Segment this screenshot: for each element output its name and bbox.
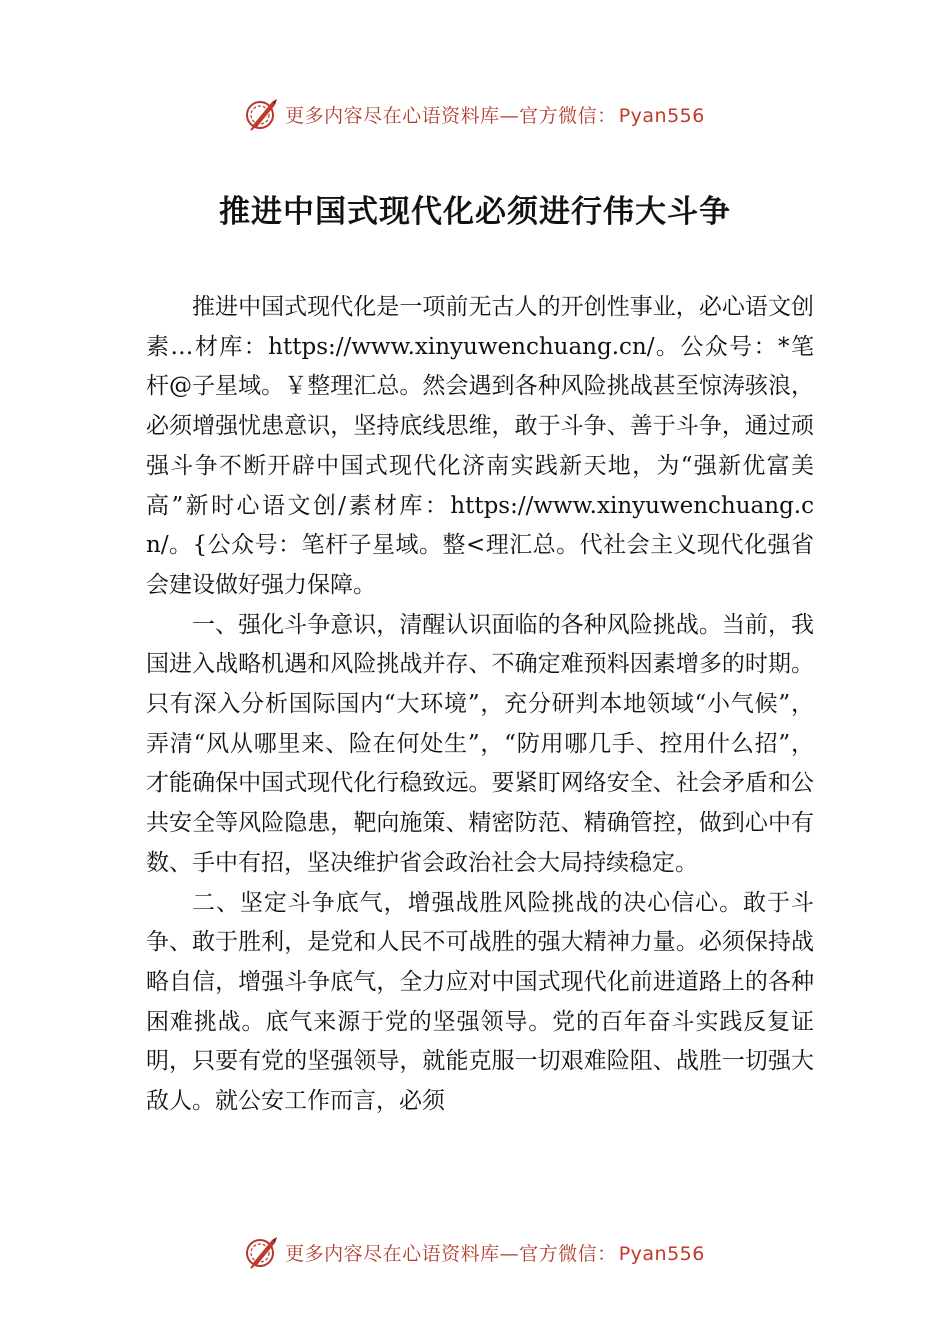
- paragraph-section-2: 二、坚定斗争底气，增强战胜风险挑战的决心信心。敢于斗争、敢于胜利，是党和人民不可战胜的强大精神力量。必须保持战略自信，增强斗争底气，全力应对中国式现代化前进道路上的各种困难挑战。底气来源于党的坚强领导。党的百年奋斗实践反复证明，只要有党的坚强领导，就能克服一切艰难险阻、战胜一切强大敌人。就公安工作而言，必须: [146, 889, 814, 1115]
- footer-banner: [0, 1230, 950, 1274]
- banner-brand: 更多内容尽在心语资料库: [285, 1242, 500, 1265]
- banner-wechat-label: 官方微信：: [519, 104, 617, 127]
- quill-pen-seal-icon: [245, 1235, 279, 1269]
- header-banner: [0, 92, 950, 136]
- banner-wechat-label: 官方微信：: [519, 1242, 617, 1265]
- document-body: [146, 288, 814, 1122]
- banner-dash: —: [499, 1242, 520, 1265]
- quill-pen-seal-icon: [245, 97, 279, 131]
- paragraph-intro: 推进中国式现代化是一项前无古人的开创性事业，必心语文创素…材库：https://www.xinyuwenchuang.cn/。公众号：*笔杆@子星域。￥整理汇总。然会遇到各种风险挑战甚至惊涛骇浪，必须增强忧患意识，坚持底线思维，敢于斗争、善于斗争，通过顽强斗争不断开辟中国式现代化济南实践新天地，为“强新优富美高”新时心语文创/素材库：https://www.xinyuwenchuang.cn/。{公众号：笔杆子星域。整<理汇总。代社会主义现代化强省会建设做好强力保障。: [146, 294, 814, 598]
- banner-text: [285, 1239, 705, 1266]
- paragraph-section-1: 一、强化斗争意识，清醒认识面临的各种风险挑战。当前，我国进入战略机遇和风险挑战并存、不确定难预料因素增多的时期。只有深入分析国际国内“大环境”，充分研判本地领域“小气候”，弄清“风从哪里来、险在何处生”，“防用哪几手、控用什么招”，才能确保中国式现代化行稳致远。要紧盯网络安全、社会矛盾和公共安全等风险隐患，靶向施策、精密防范、精确管控，做到心中有数、手中有招，坚决维护省会政治社会大局持续稳定。: [146, 611, 814, 876]
- banner-text: [285, 101, 705, 128]
- document-title: 推进中国式现代化必须进行伟大斗争: [219, 194, 731, 230]
- banner-wechat-id: Pyan556: [618, 104, 705, 127]
- banner-brand: 更多内容尽在心语资料库: [285, 104, 500, 127]
- banner-dash: —: [499, 104, 520, 127]
- banner-wechat-id: Pyan556: [618, 1242, 705, 1265]
